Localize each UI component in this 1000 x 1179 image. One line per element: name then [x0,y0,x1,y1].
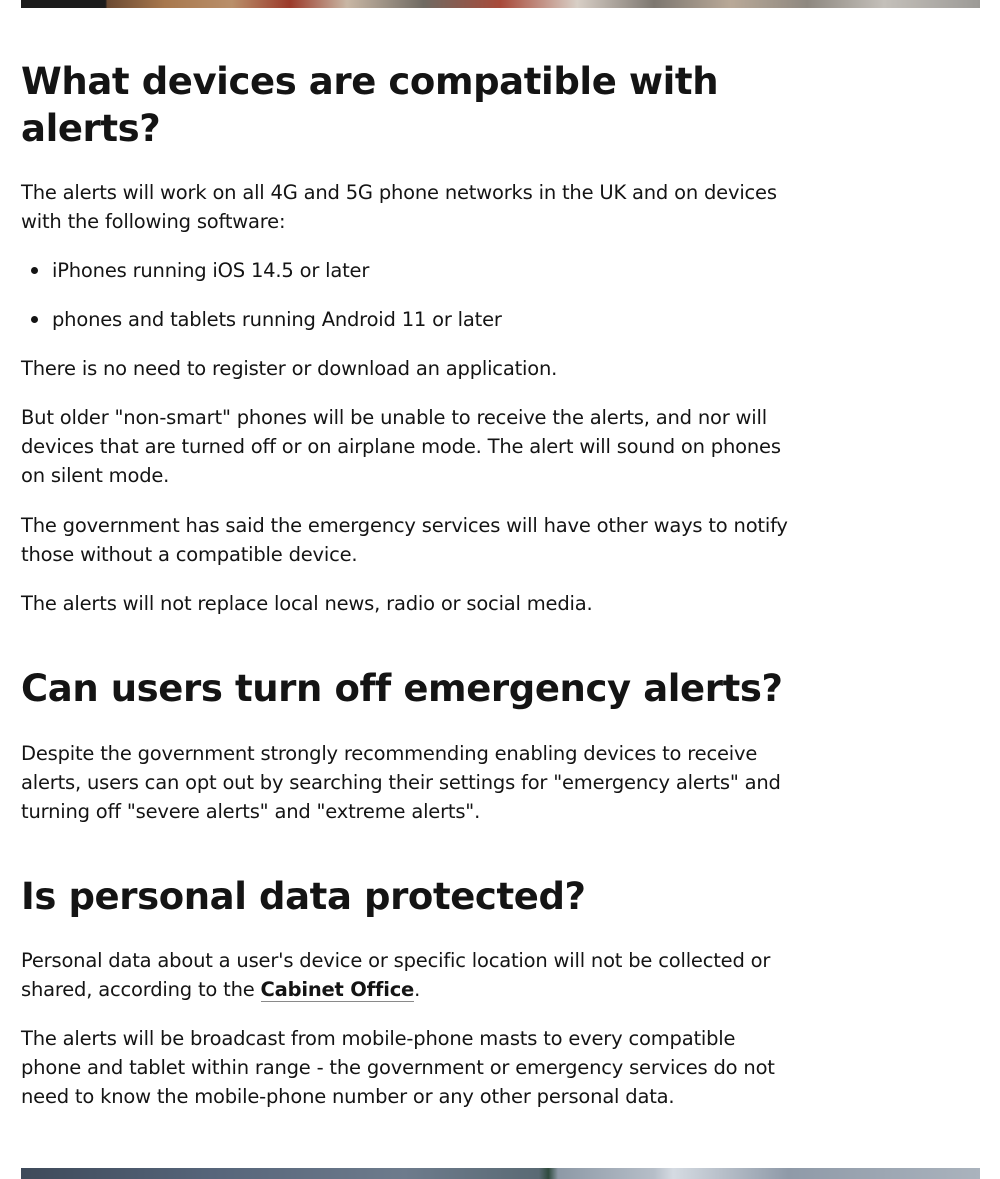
paragraph-older-phones: But older "non-smart" phones will be unable to receive the alerts, and nor will devices that are turned off or on airplane mode. The alert will sound on phones on silent mode. [21,406,781,487]
paragraph-not-replace: The alerts will not replace local news, radio or social media. [21,592,593,615]
software-list [21,256,791,334]
article-body [21,58,791,1111]
heading-turn-off-alerts: Can users turn off emergency alerts? [21,667,783,710]
list-item-android [21,305,791,334]
paragraph-text: Personal data about a user's device or specific location will not be collected or shared, according to the [21,949,771,1001]
heading-compatible-devices: What devices are compatible with alerts? [21,60,719,150]
cabinet-office-link[interactable]: Cabinet Office [260,978,415,1001]
paragraph-other-ways: The government has said the emergency services will have other ways to notify those without a compatible device. [21,514,788,566]
paragraph-opt-out: Despite the government strongly recommending enabling devices to receive alerts, users can opt out by searching their settings for "emergency alerts" and turning off "severe alerts" and "extreme alerts". [21,742,781,823]
top-article-image [21,0,980,8]
list-item-text: phones and tablets running Android 11 or later [52,308,502,331]
bottom-article-image [21,1168,980,1179]
paragraph-broadcast: The alerts will be broadcast from mobile-phone masts to every compatible phone and tablet within range - the government or emergency services do not need to know the mobile-phone number or any other personal data. [21,1027,775,1108]
list-item-ios [21,256,791,285]
paragraph-text-end: . [414,978,421,1001]
paragraph-data-not-collected [21,946,791,1004]
bullet-icon [31,316,38,323]
bullet-icon [31,267,38,274]
paragraph-no-register: There is no need to register or download an application. [21,357,558,380]
paragraph-networks: The alerts will work on all 4G and 5G phone networks in the UK and on devices with the following software: [21,181,777,233]
heading-personal-data: Is personal data protected? [21,875,586,918]
list-item-text: iPhones running iOS 14.5 or later [52,259,370,282]
